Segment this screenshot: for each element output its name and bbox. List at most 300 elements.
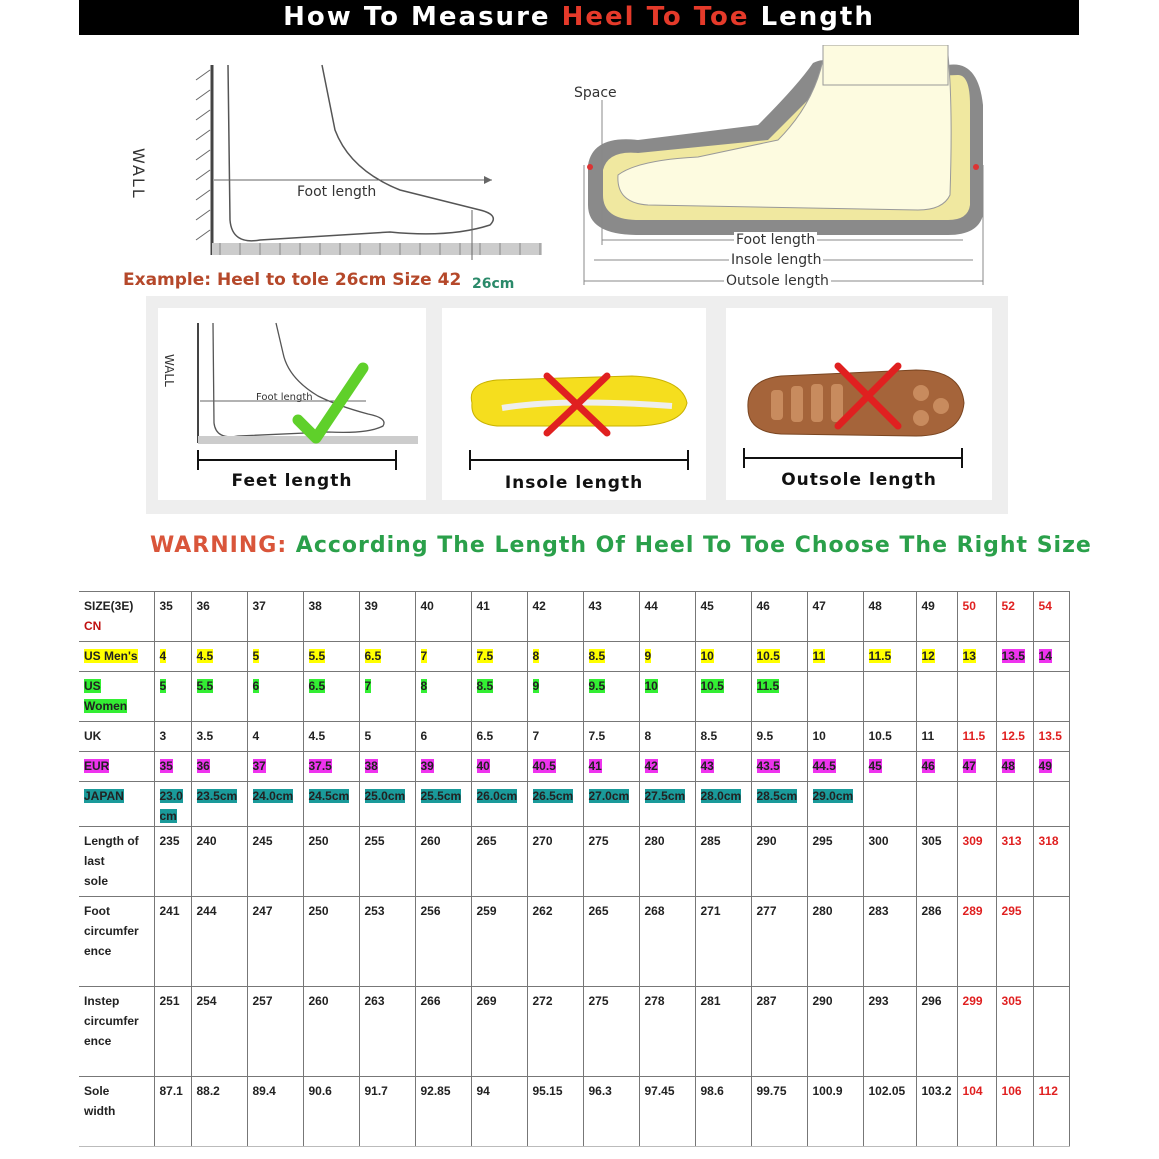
cell-value: 275 bbox=[588, 994, 609, 1008]
cell-value: 254 bbox=[196, 994, 217, 1008]
table-cell bbox=[191, 987, 247, 1077]
panel-wall-label: WALL bbox=[162, 354, 176, 387]
row-label bbox=[79, 642, 154, 672]
table-cell bbox=[639, 987, 695, 1077]
cell-value: 88.2 bbox=[196, 1084, 220, 1098]
cell-value: 11.5 bbox=[756, 679, 780, 693]
cell-value: 253 bbox=[364, 904, 385, 918]
cell-value: 94 bbox=[476, 1084, 490, 1098]
table-cell bbox=[583, 897, 639, 987]
cell-value: 90.6 bbox=[308, 1084, 332, 1098]
cell-value: 5.5 bbox=[196, 679, 214, 693]
table-cell bbox=[415, 782, 471, 827]
table-row bbox=[79, 592, 1069, 642]
cell-value: 44.5 bbox=[812, 759, 836, 773]
table-cell bbox=[191, 722, 247, 752]
cell-value: 285 bbox=[700, 834, 721, 848]
table-cell bbox=[415, 642, 471, 672]
cell-value: 49 bbox=[921, 599, 935, 613]
cell-value: 6.5 bbox=[476, 729, 494, 743]
table-cell bbox=[996, 592, 1033, 642]
table-cell bbox=[359, 782, 415, 827]
cell-value: 9.5 bbox=[588, 679, 606, 693]
table-cell bbox=[527, 827, 583, 897]
row-label-line: CN bbox=[84, 619, 102, 633]
table-row bbox=[79, 897, 1069, 987]
cell-value: 235 bbox=[159, 834, 180, 848]
cell-value: 289 bbox=[962, 904, 983, 918]
table-cell bbox=[303, 897, 359, 987]
table-cell bbox=[527, 782, 583, 827]
table-row bbox=[79, 722, 1069, 752]
row-label bbox=[79, 897, 154, 987]
table-cell bbox=[863, 752, 916, 782]
table-cell bbox=[154, 672, 191, 722]
cell-value: 260 bbox=[420, 834, 441, 848]
table-cell bbox=[957, 672, 996, 722]
table-cell bbox=[996, 827, 1033, 897]
panel-feet-length bbox=[158, 308, 426, 500]
foot-length-label: Foot length bbox=[297, 184, 377, 200]
cell-value: 313 bbox=[1001, 834, 1022, 848]
table-cell bbox=[639, 782, 695, 827]
cell-value: 11.5 bbox=[868, 649, 892, 663]
table-cell bbox=[303, 672, 359, 722]
table-row bbox=[79, 752, 1069, 782]
cell-value: 4.5 bbox=[196, 649, 214, 663]
cell-value: 36 bbox=[196, 599, 210, 613]
table-cell bbox=[863, 722, 916, 752]
cell-value: 43 bbox=[588, 599, 602, 613]
cell-value: 8.5 bbox=[700, 729, 718, 743]
table-cell bbox=[471, 1077, 527, 1147]
table-cell bbox=[751, 752, 807, 782]
row-label-line: circumfer bbox=[84, 1014, 139, 1028]
row-label-line: last bbox=[84, 854, 105, 868]
row-label-line: width bbox=[84, 1104, 116, 1118]
table-cell bbox=[471, 672, 527, 722]
cell-value: 269 bbox=[476, 994, 497, 1008]
row-label bbox=[79, 987, 154, 1077]
cell-value: 265 bbox=[588, 904, 609, 918]
cell-value: 4 bbox=[159, 649, 167, 663]
cell-value: 6 bbox=[420, 729, 428, 743]
table-cell bbox=[583, 782, 639, 827]
table-cell bbox=[527, 672, 583, 722]
table-cell bbox=[527, 1077, 583, 1147]
cell-value: 295 bbox=[812, 834, 833, 848]
table-cell bbox=[191, 897, 247, 987]
cell-value: 4 bbox=[252, 729, 260, 743]
table-cell bbox=[751, 987, 807, 1077]
table-cell bbox=[957, 642, 996, 672]
foot-length-label-2: Foot length bbox=[736, 232, 816, 248]
cell-value: 46 bbox=[921, 759, 935, 773]
cell-value: 23.0 cm bbox=[159, 789, 183, 823]
table-cell bbox=[957, 782, 996, 827]
table-cell bbox=[751, 642, 807, 672]
cell-value: 250 bbox=[308, 834, 329, 848]
foot-wall-diagram bbox=[150, 60, 560, 270]
cell-value: 10 bbox=[812, 729, 826, 743]
cell-value: 13.5 bbox=[1038, 729, 1062, 743]
cell-value: 5 bbox=[364, 729, 372, 743]
cell-value: 7.5 bbox=[476, 649, 494, 663]
table-cell bbox=[583, 1077, 639, 1147]
table-cell bbox=[527, 642, 583, 672]
table-cell bbox=[1033, 897, 1069, 987]
cell-value: 8 bbox=[644, 729, 652, 743]
insole-diagram bbox=[442, 308, 706, 458]
cell-value: 100.9 bbox=[812, 1084, 843, 1098]
table-cell bbox=[751, 1077, 807, 1147]
table-cell bbox=[807, 987, 863, 1077]
table-cell bbox=[1033, 782, 1069, 827]
table-cell bbox=[359, 897, 415, 987]
cell-value: 41 bbox=[476, 599, 490, 613]
table-cell bbox=[415, 987, 471, 1077]
table-cell bbox=[807, 672, 863, 722]
cell-value: 35 bbox=[159, 599, 173, 613]
row-label bbox=[79, 592, 154, 642]
cell-value: 103.2 bbox=[921, 1084, 952, 1098]
table-cell bbox=[639, 592, 695, 642]
cell-value: 305 bbox=[1001, 994, 1022, 1008]
table-cell bbox=[247, 1077, 303, 1147]
table-cell bbox=[916, 642, 957, 672]
row-label-line: ence bbox=[84, 1034, 112, 1048]
row-label bbox=[79, 1077, 154, 1147]
table-cell bbox=[916, 827, 957, 897]
table-cell bbox=[471, 592, 527, 642]
cell-value: 251 bbox=[159, 994, 180, 1008]
table-cell bbox=[471, 782, 527, 827]
table-cell bbox=[996, 1077, 1033, 1147]
table-cell bbox=[639, 897, 695, 987]
cell-value: 290 bbox=[812, 994, 833, 1008]
cell-value: 36 bbox=[196, 759, 210, 773]
cell-value: 27.5cm bbox=[644, 789, 686, 803]
table-cell bbox=[191, 782, 247, 827]
cell-value: 8.5 bbox=[476, 679, 494, 693]
cell-value: 281 bbox=[700, 994, 721, 1008]
table-cell bbox=[583, 672, 639, 722]
cell-value: 44 bbox=[644, 599, 658, 613]
row-label bbox=[79, 672, 154, 722]
cell-value: 275 bbox=[588, 834, 609, 848]
outsole-length-label: Outsole length bbox=[726, 273, 829, 289]
row-label-line: Length of bbox=[84, 834, 139, 848]
table-cell bbox=[154, 752, 191, 782]
cell-value: 309 bbox=[962, 834, 983, 848]
table-cell bbox=[527, 722, 583, 752]
table-cell bbox=[916, 897, 957, 987]
table-cell bbox=[191, 672, 247, 722]
cell-value: 10.5 bbox=[700, 679, 724, 693]
table-cell bbox=[751, 897, 807, 987]
table-cell bbox=[191, 642, 247, 672]
cell-value: 87.1 bbox=[159, 1084, 183, 1098]
size-table bbox=[79, 591, 1070, 1147]
table-cell bbox=[1033, 987, 1069, 1077]
cell-value: 92.85 bbox=[420, 1084, 451, 1098]
cell-value: 45 bbox=[868, 759, 882, 773]
table-cell bbox=[863, 782, 916, 827]
cell-value: 12.5 bbox=[1001, 729, 1025, 743]
cell-value: 45 bbox=[700, 599, 714, 613]
cell-value: 286 bbox=[921, 904, 942, 918]
table-cell bbox=[415, 592, 471, 642]
row-label-line: circumfer bbox=[84, 924, 139, 938]
table-cell bbox=[415, 672, 471, 722]
table-cell bbox=[639, 1077, 695, 1147]
cell-value: 299 bbox=[962, 994, 983, 1008]
insole-length-label: Insole length bbox=[504, 473, 644, 493]
row-label-line: US Men's bbox=[84, 649, 138, 663]
cell-value: 280 bbox=[812, 904, 833, 918]
table-cell bbox=[247, 642, 303, 672]
cell-value: 260 bbox=[308, 994, 329, 1008]
cell-value: 270 bbox=[532, 834, 553, 848]
table-cell bbox=[527, 752, 583, 782]
table-cell bbox=[639, 752, 695, 782]
table-cell bbox=[154, 1077, 191, 1147]
table-cell bbox=[303, 642, 359, 672]
table-cell bbox=[583, 722, 639, 752]
table-cell bbox=[303, 752, 359, 782]
table-cell bbox=[583, 592, 639, 642]
cell-value: 287 bbox=[756, 994, 777, 1008]
cell-value: 257 bbox=[252, 994, 273, 1008]
table-cell bbox=[247, 827, 303, 897]
table-cell bbox=[695, 782, 751, 827]
cell-value: 106 bbox=[1001, 1084, 1022, 1098]
cell-value: 10 bbox=[644, 679, 658, 693]
cell-value: 277 bbox=[756, 904, 777, 918]
cell-value: 290 bbox=[756, 834, 777, 848]
cell-value: 11 bbox=[812, 649, 826, 663]
row-label-line: UK bbox=[84, 729, 102, 743]
cell-value: 43 bbox=[700, 759, 714, 773]
cell-value: 263 bbox=[364, 994, 385, 1008]
cell-value: 43.5 bbox=[756, 759, 780, 773]
table-cell bbox=[807, 752, 863, 782]
cell-value: 97.45 bbox=[644, 1084, 675, 1098]
table-cell bbox=[1033, 827, 1069, 897]
table-cell bbox=[247, 592, 303, 642]
cell-value: 102.05 bbox=[868, 1084, 906, 1098]
cell-value: 283 bbox=[868, 904, 889, 918]
table-cell bbox=[247, 722, 303, 752]
row-label bbox=[79, 722, 154, 752]
example-text: Example: Heel to tole 26cm Size 42 bbox=[123, 270, 462, 290]
cell-value: 271 bbox=[700, 904, 721, 918]
table-cell bbox=[471, 897, 527, 987]
table-cell bbox=[154, 642, 191, 672]
cell-value: 6 bbox=[252, 679, 260, 693]
cell-value: 95.15 bbox=[532, 1084, 563, 1098]
table-cell bbox=[863, 1077, 916, 1147]
cell-value: 4.5 bbox=[308, 729, 326, 743]
cell-value: 7 bbox=[532, 729, 540, 743]
cell-value: 49 bbox=[1038, 759, 1052, 773]
table-cell bbox=[247, 752, 303, 782]
table-cell bbox=[527, 987, 583, 1077]
cell-value: 89.4 bbox=[252, 1084, 276, 1098]
cell-value: 40.5 bbox=[532, 759, 556, 773]
cell-value: 38 bbox=[364, 759, 378, 773]
table-cell bbox=[695, 672, 751, 722]
measure-panels bbox=[146, 296, 1008, 514]
table-cell bbox=[303, 987, 359, 1077]
cell-value: 39 bbox=[364, 599, 378, 613]
cell-value: 112 bbox=[1038, 1084, 1058, 1098]
table-row bbox=[79, 827, 1069, 897]
cell-value: 241 bbox=[159, 904, 180, 918]
cell-value: 98.6 bbox=[700, 1084, 724, 1098]
cell-value: 40 bbox=[476, 759, 490, 773]
row-label-line: Women bbox=[84, 699, 128, 713]
cell-value: 10.5 bbox=[756, 649, 780, 663]
cell-value: 35 bbox=[159, 759, 173, 773]
row-label-line: JAPAN bbox=[84, 789, 124, 803]
table-cell bbox=[916, 987, 957, 1077]
table-cell bbox=[359, 722, 415, 752]
row-label-line: Sole bbox=[84, 1084, 110, 1098]
cell-value: 7.5 bbox=[588, 729, 606, 743]
table-cell bbox=[957, 827, 996, 897]
cell-value: 8.5 bbox=[588, 649, 606, 663]
cell-value: 37.5 bbox=[308, 759, 332, 773]
table-cell bbox=[359, 672, 415, 722]
cm-label: 26cm bbox=[472, 276, 515, 292]
cell-value: 50 bbox=[962, 599, 976, 613]
cell-value: 7 bbox=[364, 679, 372, 693]
table-cell bbox=[807, 642, 863, 672]
cell-value: 3 bbox=[159, 729, 167, 743]
table-cell bbox=[1033, 752, 1069, 782]
cell-value: 91.7 bbox=[364, 1084, 388, 1098]
table-cell bbox=[303, 782, 359, 827]
cell-value: 26.5cm bbox=[532, 789, 574, 803]
cell-value: 8 bbox=[420, 679, 428, 693]
cell-value: 244 bbox=[196, 904, 217, 918]
cell-value: 305 bbox=[921, 834, 942, 848]
cell-value: 278 bbox=[644, 994, 665, 1008]
cell-value: 14 bbox=[1038, 649, 1052, 663]
row-label bbox=[79, 782, 154, 827]
table-row bbox=[79, 642, 1069, 672]
cell-value: 268 bbox=[644, 904, 665, 918]
cell-value: 266 bbox=[420, 994, 441, 1008]
table-cell bbox=[639, 642, 695, 672]
table-cell bbox=[695, 752, 751, 782]
table-cell bbox=[807, 1077, 863, 1147]
row-label-line: US bbox=[84, 679, 101, 693]
warning-message: According The Length Of Heel To Toe Choose The Right Size bbox=[295, 533, 1092, 558]
cell-value: 28.0cm bbox=[700, 789, 742, 803]
table-cell bbox=[191, 752, 247, 782]
table-cell bbox=[751, 672, 807, 722]
table-cell bbox=[359, 592, 415, 642]
table-cell bbox=[359, 642, 415, 672]
title-suffix: Length bbox=[749, 2, 875, 32]
cell-value: 47 bbox=[812, 599, 826, 613]
cell-value: 5.5 bbox=[308, 649, 326, 663]
warning-text bbox=[150, 533, 1092, 558]
wall-label: WALL bbox=[129, 148, 148, 200]
cell-value: 104 bbox=[962, 1084, 983, 1098]
cell-value: 262 bbox=[532, 904, 553, 918]
table-cell bbox=[415, 827, 471, 897]
cell-value: 11 bbox=[921, 729, 935, 743]
cell-value: 256 bbox=[420, 904, 441, 918]
cell-value: 13.5 bbox=[1001, 649, 1025, 663]
cell-value: 42 bbox=[644, 759, 658, 773]
table-cell bbox=[1033, 592, 1069, 642]
table-cell bbox=[154, 897, 191, 987]
table-cell bbox=[916, 1077, 957, 1147]
cell-value: 6.5 bbox=[364, 649, 382, 663]
table-cell bbox=[695, 827, 751, 897]
cell-value: 54 bbox=[1038, 599, 1052, 613]
table-cell bbox=[1033, 672, 1069, 722]
cell-value: 247 bbox=[252, 904, 273, 918]
table-cell bbox=[695, 642, 751, 672]
cell-value: 300 bbox=[868, 834, 889, 848]
cell-value: 9.5 bbox=[756, 729, 774, 743]
cell-value: 13 bbox=[962, 649, 976, 663]
table-cell bbox=[807, 782, 863, 827]
table-cell bbox=[583, 642, 639, 672]
table-cell bbox=[303, 592, 359, 642]
table-cell bbox=[359, 752, 415, 782]
cell-value: 255 bbox=[364, 834, 385, 848]
table-cell bbox=[359, 987, 415, 1077]
cell-value: 38 bbox=[308, 599, 322, 613]
table-cell bbox=[191, 592, 247, 642]
table-cell bbox=[247, 782, 303, 827]
cell-value: 24.5cm bbox=[308, 789, 350, 803]
table-row bbox=[79, 1077, 1069, 1147]
table-cell bbox=[471, 722, 527, 752]
table-cell bbox=[916, 592, 957, 642]
outsole-length-label: Outsole length bbox=[781, 470, 937, 490]
cell-value: 46 bbox=[756, 599, 770, 613]
table-cell bbox=[1033, 642, 1069, 672]
cell-value: 52 bbox=[1001, 599, 1015, 613]
table-cell bbox=[471, 987, 527, 1077]
table-cell bbox=[957, 752, 996, 782]
table-row bbox=[79, 672, 1069, 722]
cell-value: 250 bbox=[308, 904, 329, 918]
table-cell bbox=[191, 1077, 247, 1147]
row-label-line: ence bbox=[84, 944, 112, 958]
table-cell bbox=[191, 827, 247, 897]
cell-value: 27.0cm bbox=[588, 789, 630, 803]
table-cell bbox=[415, 752, 471, 782]
table-cell bbox=[415, 722, 471, 752]
cell-value: 280 bbox=[644, 834, 665, 848]
cell-value: 25.0cm bbox=[364, 789, 406, 803]
table-cell bbox=[863, 897, 916, 987]
cell-value: 40 bbox=[420, 599, 434, 613]
outsole-diagram bbox=[726, 308, 992, 458]
table-cell bbox=[527, 592, 583, 642]
space-label: Space bbox=[574, 85, 617, 101]
table-cell bbox=[415, 1077, 471, 1147]
table-cell bbox=[863, 987, 916, 1077]
